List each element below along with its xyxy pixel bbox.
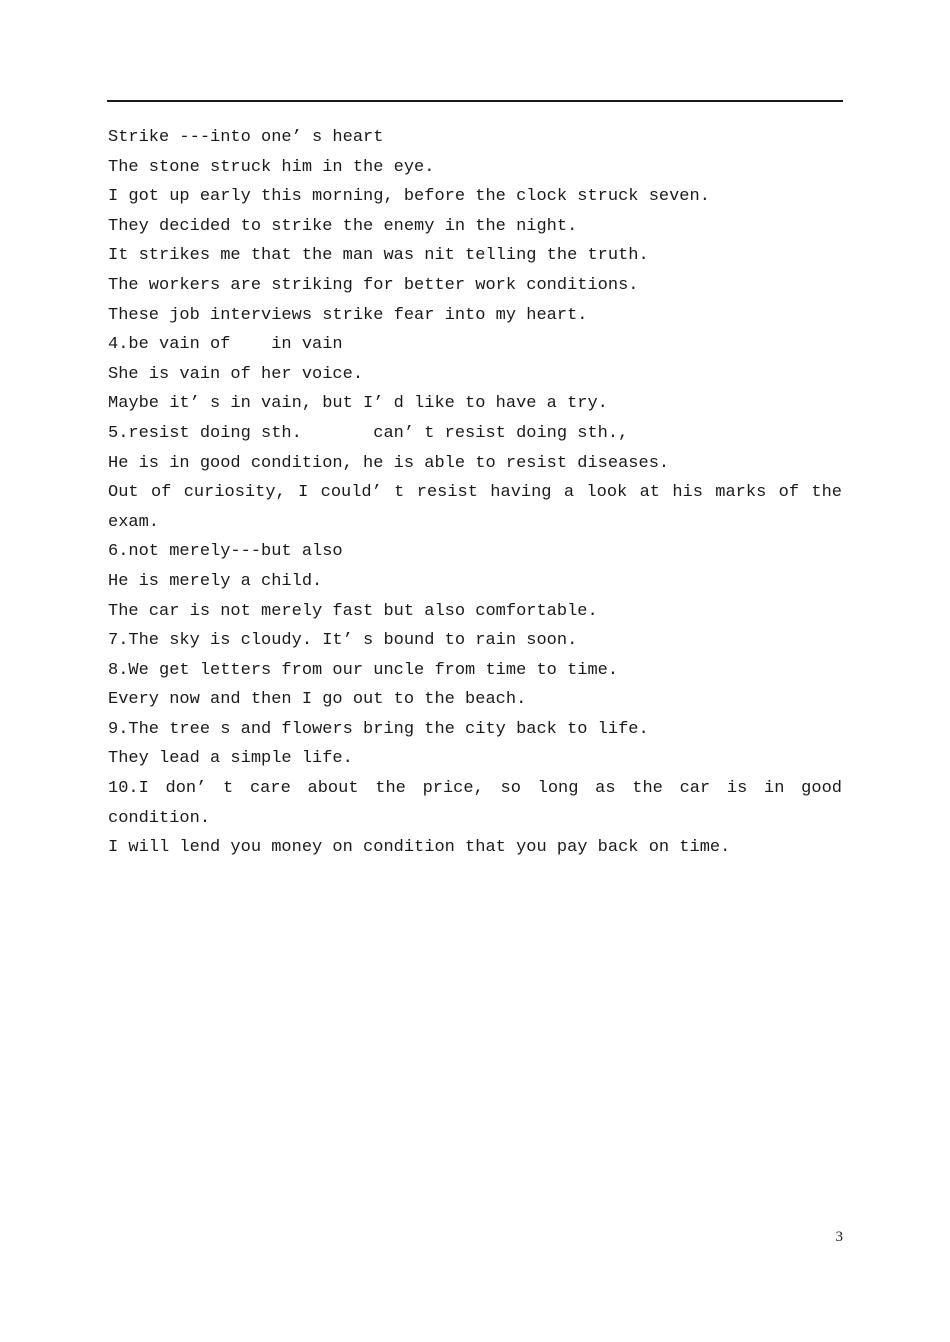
text-line: Strike ---into one’ s heart xyxy=(108,128,384,147)
text-line: 8.We get letters from our uncle from time to time. xyxy=(108,660,619,680)
text-line: 7.The sky is cloudy. It’ s bound to rain soon. xyxy=(108,631,578,651)
text-line: Out of curiosity, I could’ t resist having a look at his marks of the xyxy=(108,483,842,503)
text-line: 6.not merely---but also xyxy=(108,542,343,562)
page-number: 3 xyxy=(835,1229,843,1245)
text-line: She is vain of her voice. xyxy=(108,364,364,384)
text-line: I got up early this morning, before the clock struck seven. xyxy=(108,187,710,207)
text-line: condition. xyxy=(108,808,211,828)
text-line: The car is not merely fast but also comfortable. xyxy=(108,601,598,621)
text-line: Maybe it’ s in vain, but I’ d like to have a try. xyxy=(108,394,608,414)
document-body xyxy=(108,123,842,863)
text-line: The workers are striking for better work conditions. xyxy=(108,275,639,295)
text-line: It strikes me that the man was nit telling the truth. xyxy=(108,246,649,266)
text-line: 5.resist doing sth. can’ t resist doing sth., xyxy=(108,423,629,443)
header-rule xyxy=(107,100,843,102)
text-line: I will lend you money on condition that you pay back on time. xyxy=(108,838,731,858)
text-line: 4.be vain of in vain xyxy=(108,335,343,355)
text-line: He is in good condition, he is able to resist diseases. xyxy=(108,453,670,473)
text-line: 10.I don’ t care about the price, so long as the car is in good xyxy=(108,779,842,799)
text-line: These job interviews strike fear into my heart. xyxy=(108,305,588,325)
text-line: 9.The tree s and flowers bring the city back to life. xyxy=(108,719,649,739)
text-line: They lead a simple life. xyxy=(108,749,353,769)
text-line: He is merely a child. xyxy=(108,571,323,591)
text-line: They decided to strike the enemy in the night. xyxy=(108,216,578,236)
text-line: Every now and then I go out to the beach. xyxy=(108,690,527,710)
text-line: exam. xyxy=(108,512,160,532)
text-line: The stone struck him in the eye. xyxy=(108,157,435,177)
